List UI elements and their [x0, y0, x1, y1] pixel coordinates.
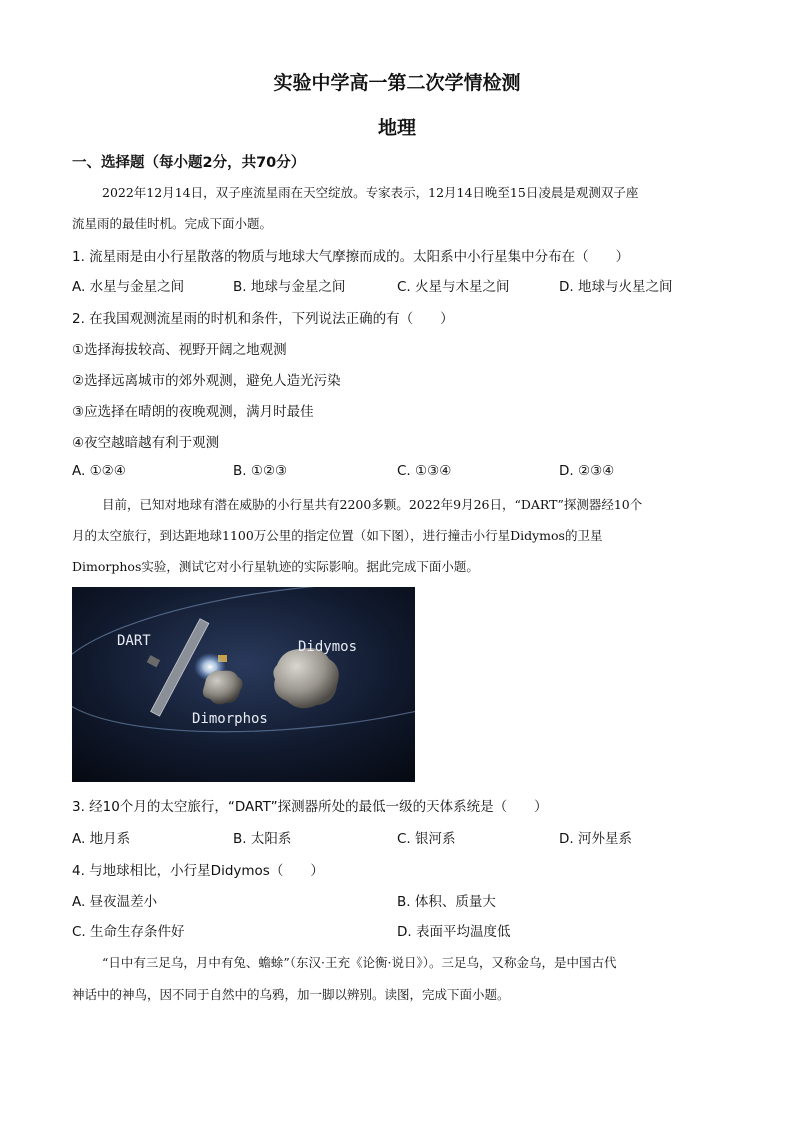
question-3-option-a: A. 地月系 [72, 831, 131, 847]
subject-title: 地理 [377, 117, 416, 139]
question-1-option-b: B. 地球与金星之间 [233, 279, 346, 295]
question-4-option-d: D. 表面平均温度低 [397, 924, 511, 940]
dimorphos-label: Dimorphos [192, 711, 268, 727]
question-2-option-b: B. ①②③ [233, 463, 288, 479]
passage-1-line-1: 2022年12月14日，双子座流星雨在天空绽放。专家表示，12月14日晚至15日凌晨是观测双子座 [102, 185, 639, 200]
dart-label: DART [117, 633, 151, 649]
passage-2-line-1: 目前，已知对地球有潜在威胁的小行星共有2200多颗。2022年9月26日，“DART”探测器经10个 [102, 497, 643, 512]
section-heading: 一、选择题（每小题2分，共70分） [72, 155, 306, 171]
didymos-label: Didymos [298, 639, 358, 655]
passage-2-line-3: Dimorphos实验，测试它对小行星轨迹的实际影响。据此完成下面小题。 [72, 559, 479, 574]
question-4-stem: 4. 与地球相比，小行星Didymos（ ） [72, 863, 324, 879]
question-4-option-c: C. 生命生存条件好 [72, 924, 185, 940]
dart-mission-figure [72, 587, 415, 782]
question-2-option-a: A. ①②④ [72, 463, 126, 479]
passage-1-line-2: 流星雨的最佳时机。完成下面小题。 [72, 216, 273, 231]
question-3-stem: 3. 经10个月的太空旅行，“DART”探测器所处的最低一级的天体系统是（ ） [72, 799, 548, 815]
dart-mission-illustration [72, 587, 415, 782]
question-4-option-b: B. 体积、质量大 [397, 894, 496, 910]
question-2-statement-2: ②选择远离城市的郊外观测，避免人造光污染 [72, 373, 341, 389]
question-2-statement-1: ①选择海拔较高、视野开阔之地观测 [72, 342, 287, 358]
question-3-option-b: B. 太阳系 [233, 831, 292, 847]
space-background [72, 587, 415, 782]
question-1-stem: 1. 流星雨是由小行星散落的物质与地球大气摩擦而成的。太阳系中小行星集中分布在（ ） [72, 249, 630, 265]
question-1-option-a: A. 水星与金星之间 [72, 279, 185, 295]
question-3-option-c: C. 银河系 [397, 831, 456, 847]
question-2-option-c: C. ①③④ [397, 463, 452, 479]
question-1-option-d: D. 地球与火星之间 [559, 279, 673, 295]
question-2-statement-4: ④夜空越暗越有利于观测 [72, 435, 220, 451]
question-4-option-a: A. 昼夜温差小 [72, 894, 158, 910]
page-title: 实验中学高一第二次学情检测 [273, 72, 521, 94]
passage-3-line-1: “日中有三足乌，月中有兔、蟾蜍”（东汉·王充《论衡·说日》）。三足乌，又称金乌，是中国古代 [102, 955, 617, 970]
question-3-option-d: D. 河外星系 [559, 831, 632, 847]
question-2-stem: 2. 在我国观测流星雨的时机和条件，下列说法正确的有（ ） [72, 311, 454, 327]
question-2-option-d: D. ②③④ [559, 463, 615, 479]
passage-3-line-2: 神话中的神鸟，因不同于自然中的乌鸦，加一脚以辨别。读图，完成下面小题。 [72, 987, 510, 1002]
question-1-option-c: C. 火星与木星之间 [397, 279, 510, 295]
question-2-statement-3: ③应选择在晴朗的夜晚观测，满月时最佳 [72, 404, 314, 420]
passage-2-line-2: 月的太空旅行，到达距地球1100万公里的指定位置（如下图），进行撞击小行星Didymos的卫星 [72, 528, 603, 543]
